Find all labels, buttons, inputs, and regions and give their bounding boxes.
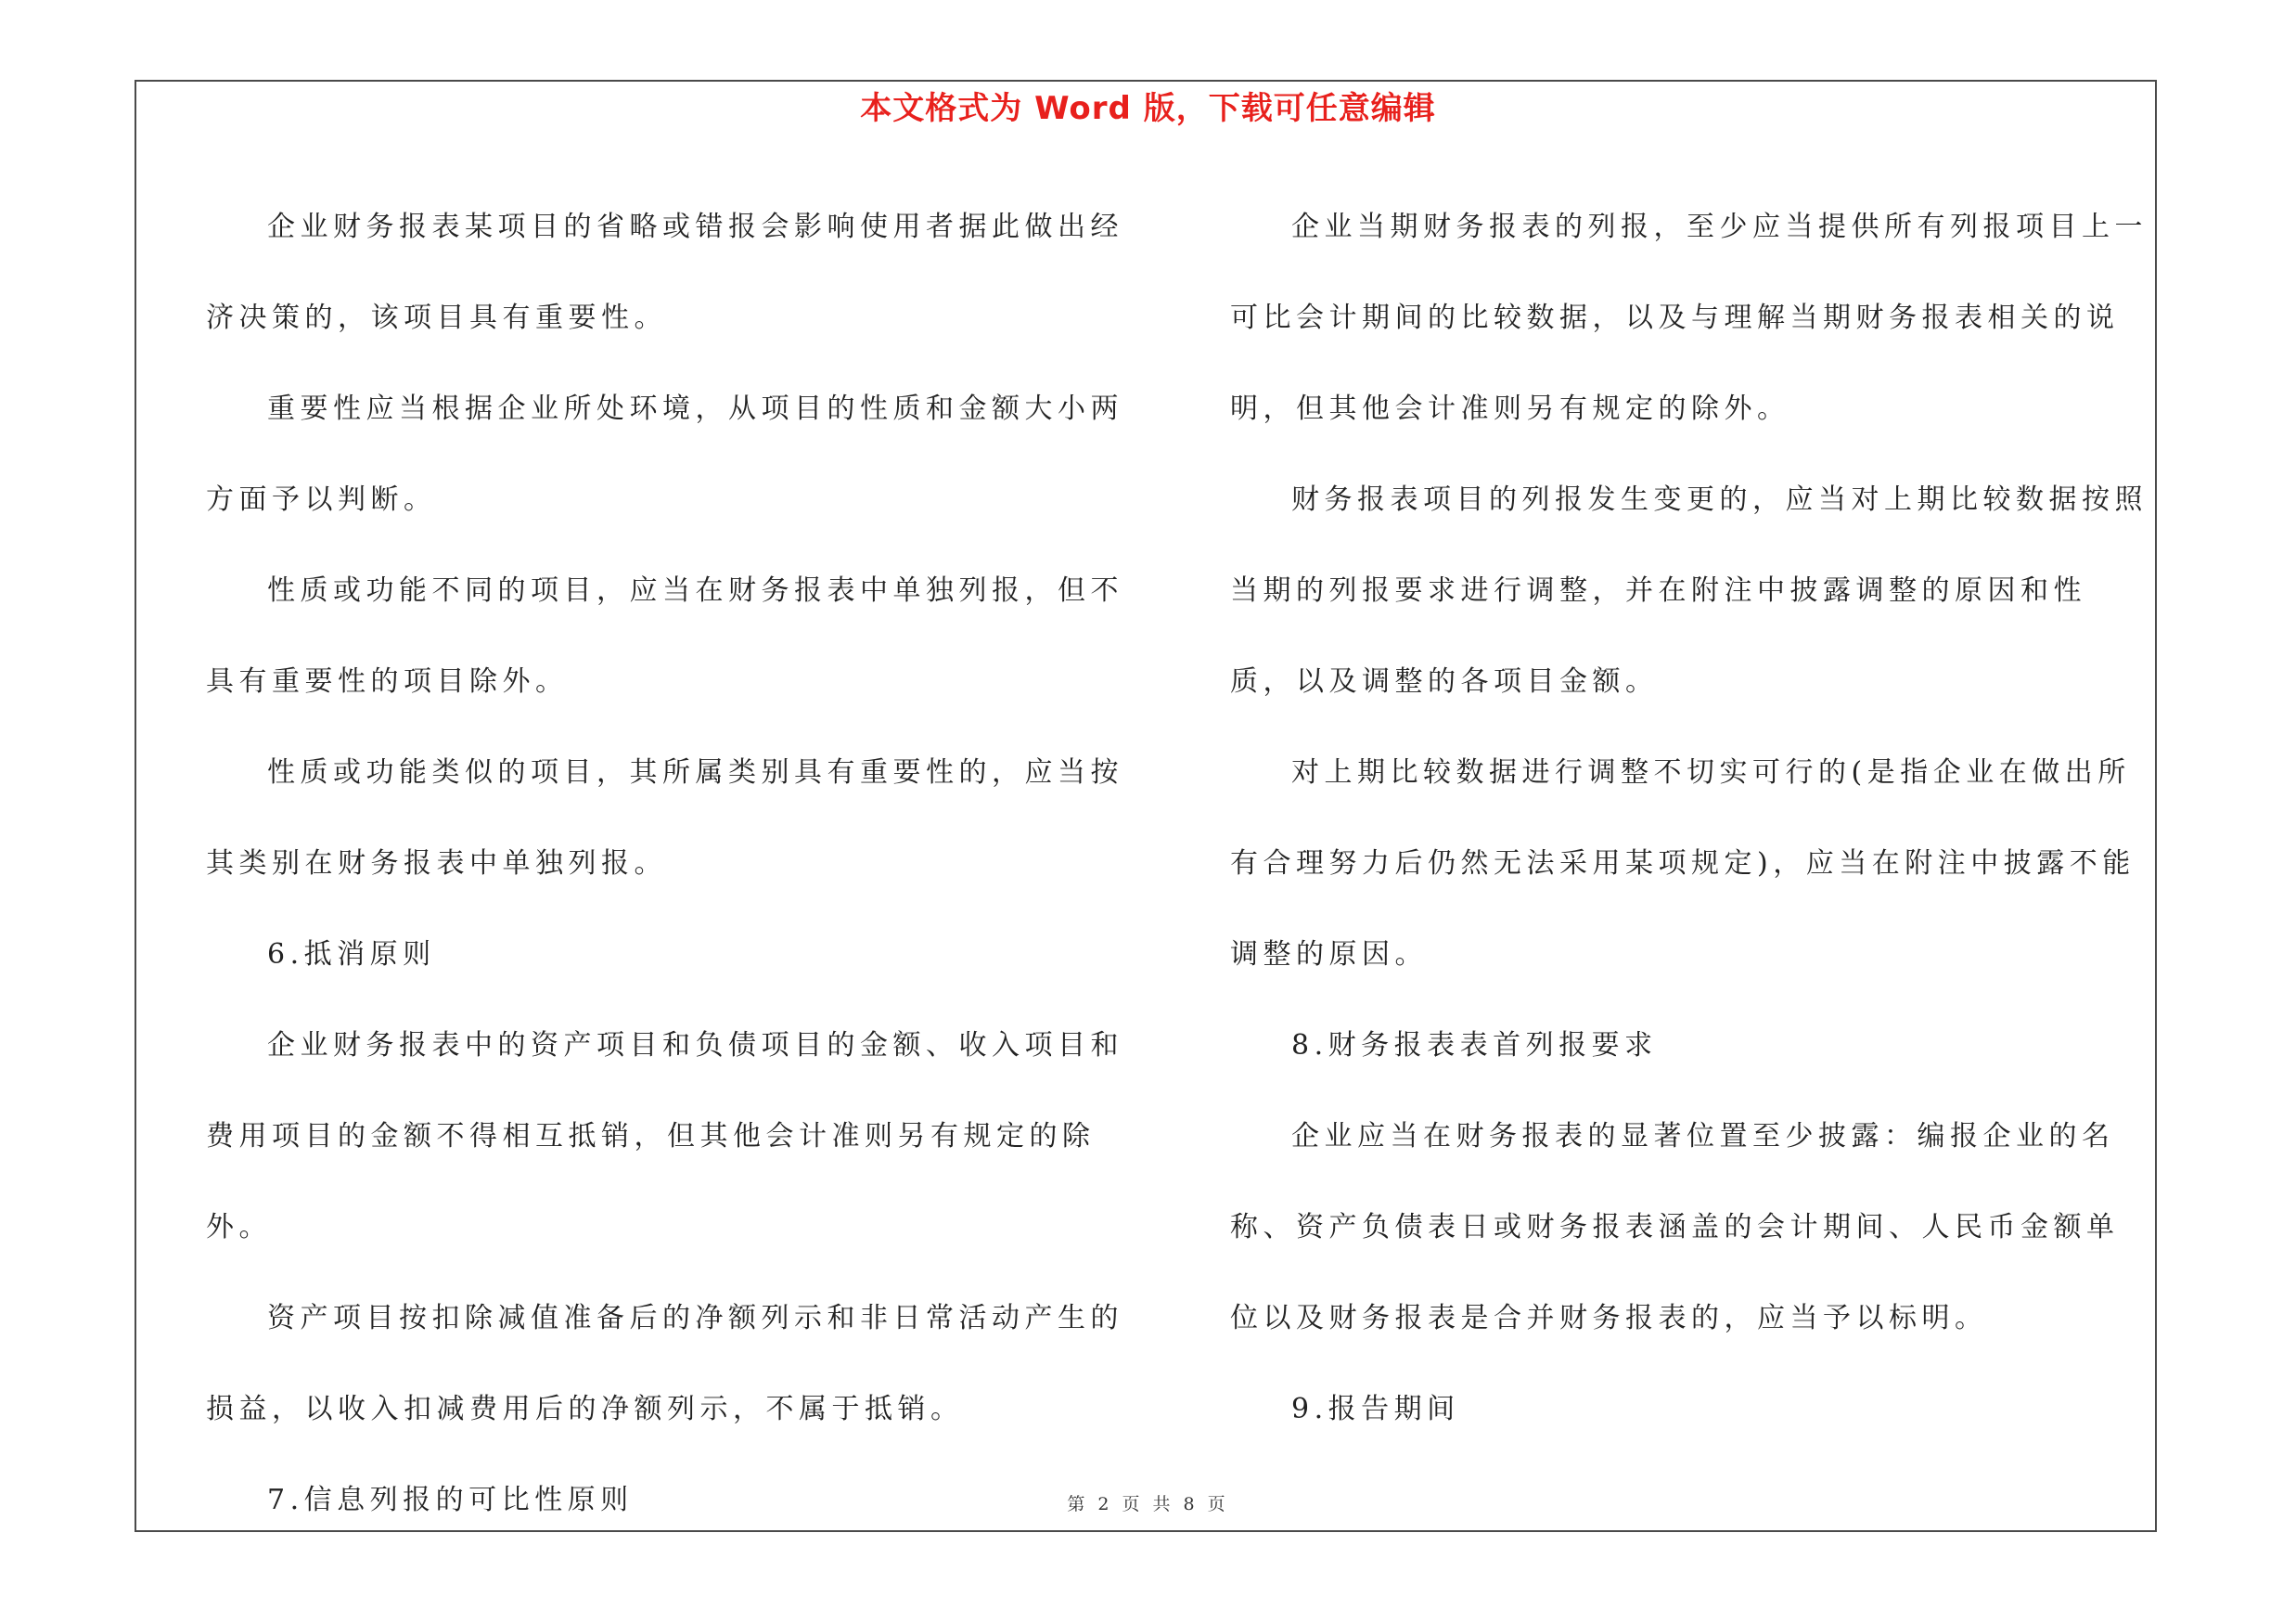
page-number-footer: 第 2 页 共 8 页 [1067, 1494, 1229, 1514]
section-heading: 6.抵消原则 [267, 938, 436, 971]
section-heading: 8.财务报表表首列报要求 [1291, 1029, 1658, 1062]
paragraph: 企业当期财务报表的列报，至少应当提供所有列报项目上一可比会计期间的比较数据，以及与理解当期财务报表相关的说明，但其他会计准则另有规定的除外。 [1230, 211, 2148, 425]
paragraph: 财务报表项目的列报发生变更的，应当对上期比较数据按照当期的列报要求进行调整，并在附注中披露调整的原因和性质，以及调整的各项目金额。 [1230, 483, 2148, 698]
paragraph: 性质或功能不同的项目，应当在财务报表中单独列报，但不具有重要性的项目除外。 [206, 574, 1123, 698]
left-column [206, 182, 1124, 1546]
section-heading: 7.信息列报的可比性原则 [267, 1484, 634, 1516]
section-heading: 9.报告期间 [1291, 1393, 1460, 1425]
paragraph: 性质或功能类似的项目，其所属类别具有重要性的，应当按其类别在财务报表中单独列报。 [206, 756, 1123, 880]
paragraph: 资产项目按扣除减值准备后的净额列示和非日常活动产生的损益，以收入扣减费用后的净额列示，不属于抵销。 [206, 1302, 1123, 1425]
paragraph: 企业应当在财务报表的显著位置至少披露：编报企业的名称、资产负债表日或财务报表涵盖的会计期间、人民币金额单位以及财务报表是合并财务报表的，应当予以标明。 [1230, 1120, 2120, 1334]
word-format-banner: 本文格式为 Word 版，下载可任意编辑 [860, 90, 1436, 127]
paragraph: 企业财务报表中的资产项目和负债项目的金额、收入项目和费用项目的金额不得相互抵销，但其他会计准则另有规定的除外。 [206, 1029, 1123, 1243]
paragraph: 对上期比较数据进行调整不切实可行的(是指企业在做出所有合理努力后仍然无法采用某项规定)，应当在附注中披露不能调整的原因。 [1230, 756, 2136, 971]
paragraph: 企业财务报表某项目的省略或错报会影响使用者据此做出经济决策的，该项目具有重要性。 [206, 211, 1123, 334]
right-column [1230, 182, 2148, 1455]
paragraph: 重要性应当根据企业所处环境，从项目的性质和金额大小两方面予以判断。 [206, 393, 1123, 516]
